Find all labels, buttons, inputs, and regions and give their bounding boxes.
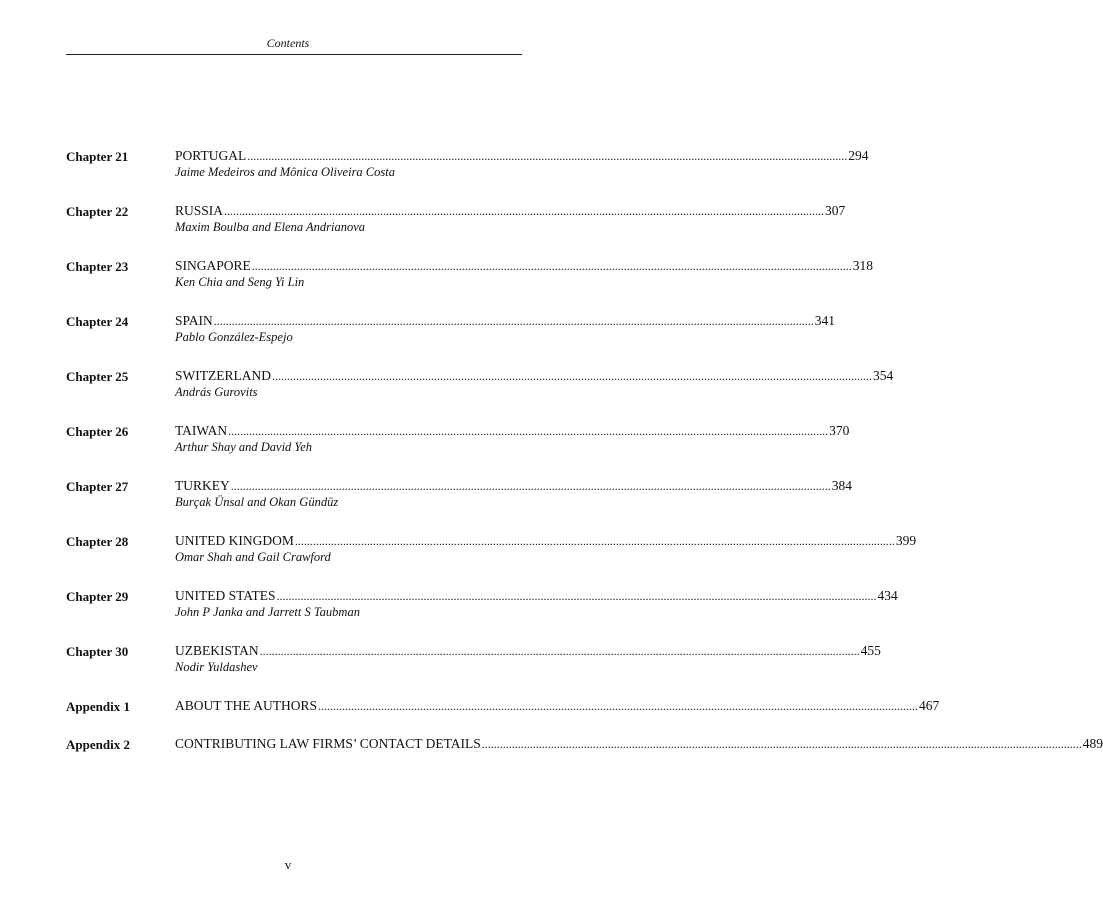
toc-entry[interactable] [66,146,869,201]
dot-leader: ........................................................................................................................................................................................................ [251,259,852,273]
toc-entry[interactable] [66,586,898,641]
appendix-title[interactable]: ABOUT THE AUTHORS [175,698,318,713]
chapter-title[interactable]: SWITZERLAND [175,368,271,383]
toc-line [175,476,852,496]
chapter-label: Chapter 30 [66,644,129,659]
chapter-authors: Pablo González-Espejo [175,330,293,344]
chapter-authors: Burçak Ünsal and Okan Gündüz [175,495,339,509]
chapter-label: Chapter 24 [66,314,129,329]
chapter-authors: John P Janka and Jarrett S Taubman [175,605,360,619]
chapter-label: Chapter 25 [66,369,129,384]
dot-leader: ........................................................................................................................................................................................................ [224,204,825,218]
appendix-label: Appendix 2 [66,737,130,752]
dot-leader: ........................................................................................................................................................................................................ [318,699,919,713]
chapter-title[interactable]: SPAIN [175,313,213,328]
chapter-title[interactable]: SINGAPORE [175,258,251,273]
dot-leader: ........................................................................................................................................................................................................ [228,424,829,438]
dot-leader: ........................................................................................................................................................................................................ [481,737,1082,751]
page-number: 434 [877,588,898,603]
page-number: 341 [814,313,836,328]
toc-entry[interactable] [66,734,1103,772]
toc-line [175,366,894,386]
chapter-label: Chapter 23 [66,259,129,274]
appendix-label: Appendix 1 [66,699,130,714]
chapter-authors: Nodir Yuldashev [175,660,258,674]
toc-line [175,734,1103,754]
dot-leader: ........................................................................................................................................................................................................ [230,479,831,493]
appendix-title[interactable]: CONTRIBUTING LAW FIRMS’ CONTACT DETAILS [175,736,481,751]
chapter-label: Chapter 26 [66,424,129,439]
page-number: 467 [919,698,940,713]
page-number: 354 [872,368,894,383]
chapter-label: Chapter 28 [66,534,129,549]
toc-entry[interactable] [66,696,940,734]
toc-line [175,696,940,716]
page-number: 370 [829,423,850,438]
toc-entry[interactable] [66,311,836,366]
page-number: 489 [1082,736,1103,751]
toc-entry[interactable] [66,531,917,586]
toc-line [175,421,850,441]
running-head: Contents [266,36,310,50]
toc-entry[interactable] [66,421,850,476]
dot-leader: ........................................................................................................................................................................................................ [247,149,848,163]
chapter-authors: Maxim Boulba and Elena Andrianova [175,220,366,234]
toc-entry[interactable] [66,256,874,311]
toc-entry[interactable] [66,476,852,531]
toc-entry[interactable] [66,201,846,256]
chapter-authors: Jaime Medeiros and Mônica Oliveira Costa [175,165,395,179]
chapter-title[interactable]: UNITED KINGDOM [175,533,294,548]
chapter-authors: Arthur Shay and David Yeh [175,440,313,454]
dot-leader: ........................................................................................................................................................................................................ [213,314,814,328]
toc-line [175,531,917,551]
page-number: 294 [848,148,869,163]
dot-leader: ........................................................................................................................................................................................................ [271,369,872,383]
page-number: 399 [895,533,917,548]
chapter-title[interactable]: UNITED STATES [175,588,276,603]
chapter-authors: Ken Chia and Seng Yi Lin [175,275,305,289]
toc-line [175,311,836,331]
chapter-authors: Omar Shah and Gail Crawford [175,550,331,564]
chapter-title[interactable]: UZBEKISTAN [175,643,259,658]
toc-line [175,201,846,221]
header-rule [66,54,522,55]
page-number: 455 [860,643,881,658]
dot-leader: ........................................................................................................................................................................................................ [294,534,895,548]
chapter-label: Chapter 27 [66,479,129,494]
chapter-label: Chapter 29 [66,589,129,604]
page-number: 318 [852,258,874,273]
toc-line [175,641,881,661]
toc-line [175,256,874,276]
page-number: 384 [831,478,852,493]
table-of-contents [66,146,1103,772]
chapter-title[interactable]: RUSSIA [175,203,224,218]
toc-entry[interactable] [66,366,894,421]
toc-entry[interactable] [66,641,881,696]
toc-line [175,586,898,606]
chapter-title[interactable]: PORTUGAL [175,148,247,163]
toc-line [175,146,869,166]
chapter-title[interactable]: TAIWAN [175,423,228,438]
dot-leader: ........................................................................................................................................................................................................ [276,589,877,603]
page-number: 307 [825,203,846,218]
page-folio: v [284,857,292,872]
dot-leader: ........................................................................................................................................................................................................ [259,644,860,658]
chapter-title[interactable]: TURKEY [175,478,230,493]
chapter-label: Chapter 21 [66,149,129,164]
chapter-authors: András Gurovits [175,385,258,399]
chapter-label: Chapter 22 [66,204,129,219]
